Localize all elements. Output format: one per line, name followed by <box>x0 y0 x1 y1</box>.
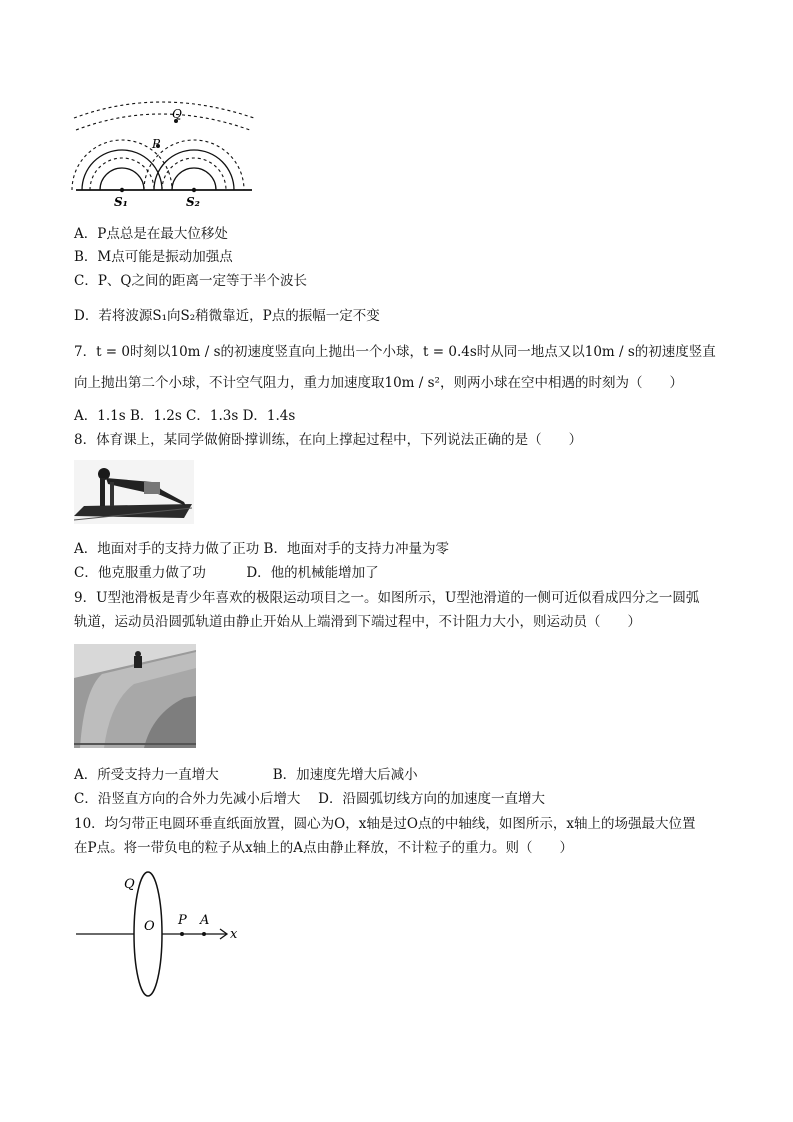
ring-ellipse <box>134 872 162 996</box>
q7-options: A．1.1s B．1.2s C．1.3s D．1.4s <box>74 408 296 424</box>
q10-stem-line1: 10．均匀带正电圆环垂直纸面放置，圆心为O，x轴是过O点的中轴线，如图所示，x轴上的场强最大位置 <box>74 816 696 832</box>
q8-stem: 8．体育课上，某同学做俯卧撑训练，在向上撑起过程中，下列说法正确的是（ ） <box>74 432 583 448</box>
label-a: A <box>200 913 210 928</box>
label-p: P <box>178 913 187 928</box>
q9-stem-line1: 9．U型池滑板是青少年喜欢的极限运动项目之一。如图所示，U型池滑道的一侧可近似看成四分之一圆弧 <box>74 590 700 606</box>
label-p: P <box>152 137 161 151</box>
q10-stem-line2: 在P点。将一带负电的粒子从x轴上的A点由静止释放，不计粒子的重力。则（ ） <box>74 840 573 856</box>
wave-interference-figure <box>70 100 260 212</box>
point-p-dot <box>180 932 184 936</box>
label-q: Q <box>172 107 182 121</box>
source-s1-dot <box>120 188 124 192</box>
q6-option-d: D．若将波源S₁向S₂稍微靠近，P点的振幅一定不变 <box>74 308 380 324</box>
q9-options-cd: C．沿竖直方向的合外力先减小后增大 D．沿圆弧切线方向的加速度一直增大 <box>74 791 545 807</box>
q6-option-c: C．P、Q之间的距离一定等于半个波长 <box>74 273 307 289</box>
halfpipe-photo <box>74 644 196 748</box>
pushup-photo <box>74 460 194 524</box>
q7-stem-line1: 7．t = 0时刻以10m / s的初速度竖直向上抛出一个小球，t = 0.4s时从同一地点又以10m / s的初速度竖直 <box>74 344 716 360</box>
q9-options-ab: A．所受支持力一直增大 B．加速度先增大后减小 <box>74 767 418 783</box>
q8-options-ab: A．地面对手的支持力做了正功 B．地面对手的支持力冲量为零 <box>74 541 449 557</box>
label-q: Q <box>124 877 135 892</box>
q9-stem-line2: 轨道，运动员沿圆弧轨道由静止开始从上端滑到下端过程中，不计阻力大小，则运动员（ ） <box>74 614 641 630</box>
q6-option-a: A．P点总是在最大位移处 <box>74 226 228 242</box>
point-a-dot <box>202 932 206 936</box>
source-s2-dot <box>192 188 196 192</box>
charged-ring-figure <box>70 866 260 1000</box>
label-s1: S₁ <box>114 195 128 209</box>
label-s2: S₂ <box>186 195 200 209</box>
q8-options-cd: C．他克服重力做了功 D．他的机械能增加了 <box>74 565 379 581</box>
q6-option-b: B．M点可能是振动加强点 <box>74 249 233 265</box>
label-x: x <box>230 927 238 942</box>
label-o: O <box>144 919 155 934</box>
q7-stem-line2: 向上抛出第二个小球，不计空气阻力，重力加速度取10m / s²，则两小球在空中相遇的时刻为（ ） <box>74 375 683 391</box>
